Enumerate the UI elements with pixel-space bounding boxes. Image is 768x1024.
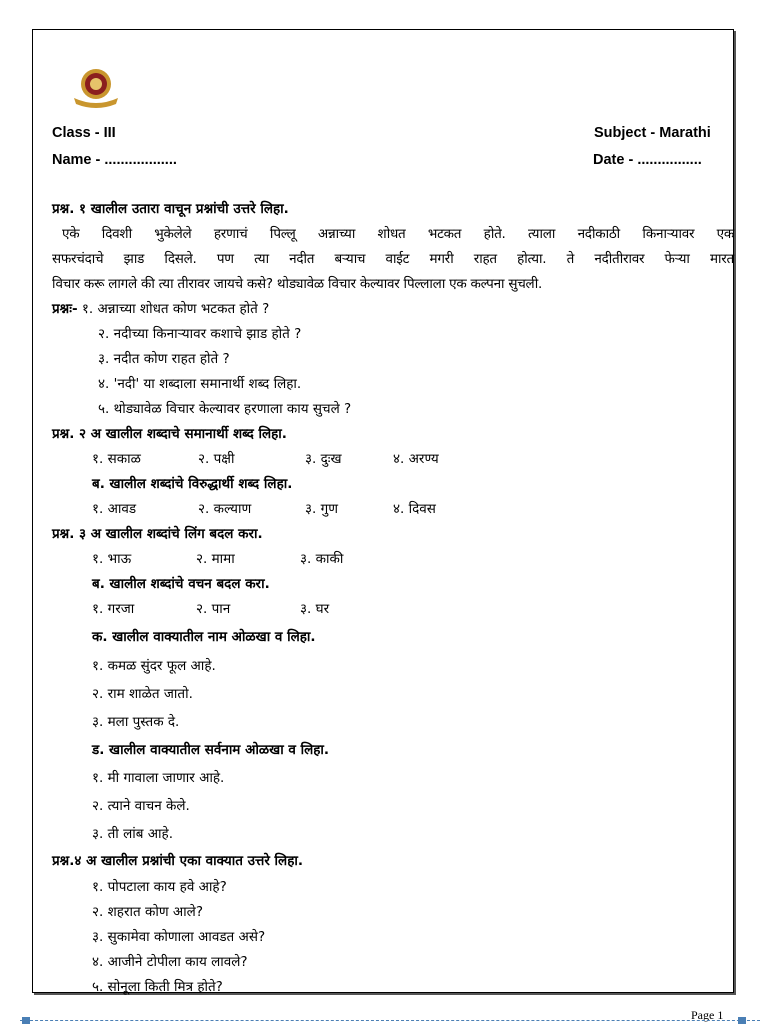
q1-question: ३. नदीत कोण राहत होते ? <box>98 351 230 367</box>
q3a-word-row <box>52 547 734 572</box>
class-label: Class - III <box>52 125 116 141</box>
worksheet-body <box>52 197 734 1000</box>
word-item: ३. दुःख <box>305 451 342 467</box>
passage-line: विचार करू लागले की त्या तीरावर जायचे कसे? थोड्यावेळ विचार केल्यावर पिल्लाला एक कल्पना सुचली. <box>52 276 542 292</box>
q1-question: २. नदीच्या किनाऱ्यावर कशाचे झाड होते ? <box>98 326 302 342</box>
word-item: ३. घर <box>300 601 330 617</box>
q2-heading: प्रश्न. २ अ खालील शब्दाचे समानार्थी शब्द लिहा. <box>52 426 287 442</box>
word-item: ४. अरण्य <box>393 451 439 467</box>
name-field-label: Name - .................. <box>52 152 177 168</box>
q1-question: ४. 'नदी' या शब्दाला समानार्थी शब्द लिहा. <box>98 376 302 392</box>
sentence-item: १. मी गावाला जाणार आहे. <box>92 770 225 786</box>
q4-question: ३. सुकामेवा कोणाला आवडत असे? <box>92 929 266 945</box>
q3b-subheading: ब. खालील शब्दांचे वचन बदल करा. <box>92 576 270 592</box>
q4-question: ५. सोनूला किती मित्र होते? <box>92 979 223 995</box>
word-item: १. भाऊ <box>92 551 132 567</box>
passage-line: सफरचंदाचे झाड दिसले. पण त्या नदीत बऱ्याच वाईट मगरी राहत होत्या. ते नदीतीरावर फेऱ्या मारत <box>52 251 734 267</box>
passage-line: एके दिवशी भुकेलेले हरणाचं पिल्लू अन्नाच्या शोधत भटकत होते. त्याला नदीकाठी किनाऱ्यावर एक <box>62 226 734 242</box>
school-emblem-logo <box>70 64 122 112</box>
q4-question: २. शहरात कोण आले? <box>92 904 203 920</box>
word-item: २. मामा <box>196 551 235 567</box>
word-item: २. पान <box>196 601 231 617</box>
q1-question: १. अन्नाच्या शोधत कोण भटकत होते ? <box>81 301 270 317</box>
word-item: १. गरजा <box>92 601 135 617</box>
q1-question-row <box>52 297 734 322</box>
word-item: ३. काकी <box>300 551 344 567</box>
q2a-word-row <box>52 447 734 472</box>
q4-question: ४. आजीने टोपीला काय लावले? <box>92 954 248 970</box>
q4-heading: प्रश्न.४ अ खालील प्रश्नांची एका वाक्यात उत्तरे लिहा. <box>52 853 303 869</box>
q1-question: ५. थोड्यावेळ विचार केल्यावर हरणाला काय सुचले ? <box>98 401 352 417</box>
q1-heading: प्रश्न. १ खालील उतारा वाचून प्रश्नांची उत्तरे लिहा. <box>52 201 289 217</box>
word-item: ४. दिवस <box>393 501 436 517</box>
sentence-item: ३. मला पुस्तक दे. <box>92 714 180 730</box>
sentence-item: २. राम शाळेत जातो. <box>92 686 193 702</box>
sentence-item: १. कमळ सुंदर फूल आहे. <box>92 658 216 674</box>
footer-marker-right <box>738 1017 746 1024</box>
q2b-word-row <box>52 497 734 522</box>
word-item: १. आवड <box>92 501 137 517</box>
footer-rule <box>20 1020 760 1021</box>
word-item: २. पक्षी <box>198 451 235 467</box>
subject-label: Subject - Marathi <box>594 125 711 141</box>
q3d-subheading: ड. खालील वाक्यातील सर्वनाम ओळखा व लिहा. <box>92 742 330 758</box>
questions-label: प्रश्नः- <box>52 301 78 317</box>
word-item: २. कल्याण <box>198 501 252 517</box>
date-field-label: Date - ................ <box>593 152 702 168</box>
word-item: १. सकाळ <box>92 451 141 467</box>
q2b-subheading: ब. खालील शब्दांचे विरुद्धार्थी शब्द लिहा. <box>92 476 293 492</box>
q3b-word-row <box>52 597 734 622</box>
q4-question: १. पोपटाला काय हवे आहे? <box>92 879 227 895</box>
q3-heading: प्रश्न. ३ अ खालील शब्दांचे लिंग बदल करा. <box>52 526 263 542</box>
sentence-item: २. त्याने वाचन केले. <box>92 798 190 814</box>
footer-marker-left <box>22 1017 30 1024</box>
sentence-item: ३. ती लांब आहे. <box>92 826 173 842</box>
word-item: ३. गुण <box>305 501 338 517</box>
page-number: Page 1 <box>691 1008 724 1022</box>
q3k-subheading: क. खालील वाक्यातील नाम ओळखा व लिहा. <box>92 629 316 645</box>
